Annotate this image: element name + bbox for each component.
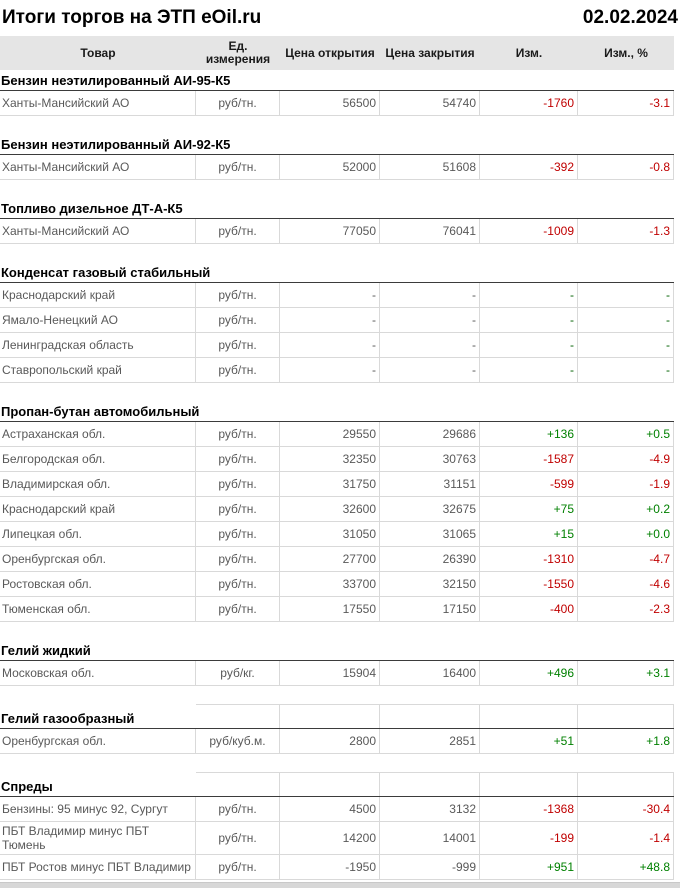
section-gap	[0, 244, 680, 262]
data-row	[0, 155, 674, 180]
change-cell: -392	[480, 155, 578, 179]
section-title: Гелий газообразный	[1, 711, 135, 726]
open-price-cell: 31750	[280, 472, 380, 496]
section-title-row	[0, 772, 674, 797]
change-pct-cell: -	[578, 283, 674, 307]
data-row	[0, 422, 674, 447]
region-cell: ПБТ Владимир минус ПБТ Тюмень	[0, 822, 196, 854]
data-row	[0, 597, 674, 622]
change-pct-cell: +1.8	[578, 729, 674, 753]
close-price-cell: 32150	[380, 572, 480, 596]
data-row	[0, 308, 674, 333]
close-price-cell: -999	[380, 855, 480, 879]
section-title-row	[0, 704, 674, 729]
unit-cell: руб/куб.м.	[196, 729, 280, 753]
region-cell: Астраханская обл.	[0, 422, 196, 446]
empty-cell	[196, 772, 280, 796]
change-pct-cell: -30.4	[578, 797, 674, 821]
close-price-cell: 14001	[380, 822, 480, 854]
open-price-cell: 32600	[280, 497, 380, 521]
unit-cell: руб/тн.	[196, 358, 280, 382]
report-header	[0, 0, 680, 34]
open-price-cell: 29550	[280, 422, 380, 446]
change-cell: +951	[480, 855, 578, 879]
open-price-cell: 32350	[280, 447, 380, 471]
open-price-cell: -	[280, 283, 380, 307]
empty-cell	[280, 772, 380, 796]
unit-cell: руб/тн.	[196, 572, 280, 596]
section-title: Топливо дизельное ДТ-А-К5	[1, 201, 183, 216]
empty-cell	[380, 704, 480, 728]
section-gap	[0, 383, 680, 401]
data-row	[0, 497, 674, 522]
close-price-cell: -	[380, 308, 480, 332]
change-cell: -1550	[480, 572, 578, 596]
page-title: Итоги торгов на ЭТП eOil.ru	[2, 7, 262, 28]
close-price-cell: 16400	[380, 661, 480, 685]
change-cell: -199	[480, 822, 578, 854]
open-price-cell: 14200	[280, 822, 380, 854]
close-price-cell: 3132	[380, 797, 480, 821]
section-title: Бензин неэтилированный АИ-92-К5	[1, 137, 231, 152]
open-price-cell: 31050	[280, 522, 380, 546]
section-gap	[0, 754, 680, 772]
open-price-cell: 52000	[280, 155, 380, 179]
unit-cell: руб/тн.	[196, 797, 280, 821]
empty-cell	[280, 704, 380, 728]
region-cell: Липецкая обл.	[0, 522, 196, 546]
data-row	[0, 472, 674, 497]
close-price-cell: 76041	[380, 219, 480, 243]
data-row	[0, 661, 674, 686]
close-price-cell: 32675	[380, 497, 480, 521]
change-pct-cell: +0.0	[578, 522, 674, 546]
open-price-cell: -	[280, 358, 380, 382]
unit-cell: руб/тн.	[196, 283, 280, 307]
open-price-cell: 17550	[280, 597, 380, 621]
section-title-row	[0, 401, 674, 422]
region-cell: Ханты-Мансийский АО	[0, 155, 196, 179]
close-price-cell: 2851	[380, 729, 480, 753]
change-pct-cell: -4.7	[578, 547, 674, 571]
section-gap	[0, 686, 680, 704]
close-price-cell: -	[380, 333, 480, 357]
change-pct-cell: -	[578, 358, 674, 382]
change-cell: -	[480, 333, 578, 357]
unit-cell: руб/тн.	[196, 597, 280, 621]
section-title-row	[0, 134, 674, 155]
region-cell: Владимирская обл.	[0, 472, 196, 496]
region-cell: Ямало-Ненецкий АО	[0, 308, 196, 332]
bottom-partial-row	[0, 882, 680, 888]
empty-cell	[480, 704, 578, 728]
change-pct-cell: -1.9	[578, 472, 674, 496]
region-cell: Оренбургская обл.	[0, 547, 196, 571]
column-header-0: Товар	[80, 45, 116, 60]
section-title: Спреды	[1, 779, 53, 794]
unit-cell: руб/кг.	[196, 661, 280, 685]
change-cell: -1310	[480, 547, 578, 571]
region-cell: Белгородская обл.	[0, 447, 196, 471]
close-price-cell: 30763	[380, 447, 480, 471]
section-title-row	[0, 262, 674, 283]
change-cell: +496	[480, 661, 578, 685]
open-price-cell: -	[280, 308, 380, 332]
region-cell: Краснодарский край	[0, 283, 196, 307]
change-pct-cell: -	[578, 333, 674, 357]
region-cell: Бензины: 95 минус 92, Сургут	[0, 797, 196, 821]
open-price-cell: 33700	[280, 572, 380, 596]
data-row	[0, 522, 674, 547]
unit-cell: руб/тн.	[196, 91, 280, 115]
change-cell: -1587	[480, 447, 578, 471]
open-price-cell: -	[280, 333, 380, 357]
change-cell: +136	[480, 422, 578, 446]
empty-cell	[578, 704, 674, 728]
close-price-cell: 17150	[380, 597, 480, 621]
change-cell: +51	[480, 729, 578, 753]
data-row	[0, 797, 674, 822]
empty-cell	[380, 772, 480, 796]
unit-cell: руб/тн.	[196, 522, 280, 546]
data-row	[0, 572, 674, 597]
unit-cell: руб/тн.	[196, 333, 280, 357]
data-row	[0, 447, 674, 472]
column-header-2: Цена открытия	[285, 45, 375, 60]
close-price-cell: 51608	[380, 155, 480, 179]
change-pct-cell: +3.1	[578, 661, 674, 685]
region-cell: Оренбургская обл.	[0, 729, 196, 753]
open-price-cell: 27700	[280, 547, 380, 571]
change-pct-cell: -1.4	[578, 822, 674, 854]
empty-cell	[578, 772, 674, 796]
section-gap	[0, 622, 680, 640]
close-price-cell: 31151	[380, 472, 480, 496]
unit-cell: руб/тн.	[196, 422, 280, 446]
change-pct-cell: -4.6	[578, 572, 674, 596]
close-price-cell: 31065	[380, 522, 480, 546]
close-price-cell: 54740	[380, 91, 480, 115]
change-cell: -400	[480, 597, 578, 621]
close-price-cell: -	[380, 358, 480, 382]
region-cell: Ростовская обл.	[0, 572, 196, 596]
section-gap	[0, 116, 680, 134]
column-header-5: Изм., %	[604, 45, 648, 60]
region-cell: Тюменская обл.	[0, 597, 196, 621]
unit-cell: руб/тн.	[196, 308, 280, 332]
open-price-cell: 15904	[280, 661, 380, 685]
change-pct-cell: +0.2	[578, 497, 674, 521]
region-cell: Ханты-Мансийский АО	[0, 219, 196, 243]
table-body	[0, 70, 680, 880]
change-cell: -599	[480, 472, 578, 496]
open-price-cell: 56500	[280, 91, 380, 115]
change-cell: -1368	[480, 797, 578, 821]
change-pct-cell: +0.5	[578, 422, 674, 446]
column-header-1: Ед. измерения	[205, 39, 271, 66]
data-row	[0, 283, 674, 308]
data-row	[0, 729, 674, 754]
unit-cell: руб/тн.	[196, 497, 280, 521]
change-cell: -	[480, 283, 578, 307]
region-cell: Ханты-Мансийский АО	[0, 91, 196, 115]
empty-cell	[196, 704, 280, 728]
change-pct-cell: +48.8	[578, 855, 674, 879]
unit-cell: руб/тн.	[196, 822, 280, 854]
region-cell: ПБТ Ростов минус ПБТ Владимир	[0, 855, 196, 879]
data-row	[0, 822, 674, 855]
data-row	[0, 547, 674, 572]
data-row	[0, 855, 674, 880]
open-price-cell: 2800	[280, 729, 380, 753]
change-pct-cell: -0.8	[578, 155, 674, 179]
unit-cell: руб/тн.	[196, 472, 280, 496]
data-row	[0, 219, 674, 244]
column-header-4: Изм.	[515, 45, 543, 60]
section-title: Пропан-бутан автомобильный	[1, 404, 200, 419]
section-gap	[0, 180, 680, 198]
table-header-row	[0, 36, 674, 70]
region-cell: Ставропольский край	[0, 358, 196, 382]
close-price-cell: -	[380, 283, 480, 307]
column-header-3: Цена закрытия	[385, 45, 475, 60]
change-cell: +15	[480, 522, 578, 546]
section-title-row	[0, 198, 674, 219]
close-price-cell: 26390	[380, 547, 480, 571]
section-title: Бензин неэтилированный АИ-95-К5	[1, 73, 231, 88]
change-pct-cell: -	[578, 308, 674, 332]
region-cell: Московская обл.	[0, 661, 196, 685]
open-price-cell: -1950	[280, 855, 380, 879]
change-pct-cell: -2.3	[578, 597, 674, 621]
unit-cell: руб/тн.	[196, 447, 280, 471]
open-price-cell: 77050	[280, 219, 380, 243]
data-row	[0, 91, 674, 116]
close-price-cell: 29686	[380, 422, 480, 446]
change-pct-cell: -3.1	[578, 91, 674, 115]
section-title: Гелий жидкий	[1, 643, 91, 658]
data-row	[0, 358, 674, 383]
region-cell: Краснодарский край	[0, 497, 196, 521]
change-cell: -1009	[480, 219, 578, 243]
change-cell: +75	[480, 497, 578, 521]
section-title: Конденсат газовый стабильный	[1, 265, 211, 280]
change-cell: -	[480, 308, 578, 332]
empty-cell	[480, 772, 578, 796]
unit-cell: руб/тн.	[196, 547, 280, 571]
change-cell: -	[480, 358, 578, 382]
region-cell: Ленинградская область	[0, 333, 196, 357]
change-pct-cell: -1.3	[578, 219, 674, 243]
change-pct-cell: -4.9	[578, 447, 674, 471]
report-date: 02.02.2024	[582, 7, 678, 28]
unit-cell: руб/тн.	[196, 855, 280, 879]
section-title-row	[0, 640, 674, 661]
section-title-row	[0, 70, 674, 91]
open-price-cell: 4500	[280, 797, 380, 821]
data-row	[0, 333, 674, 358]
change-cell: -1760	[480, 91, 578, 115]
unit-cell: руб/тн.	[196, 219, 280, 243]
unit-cell: руб/тн.	[196, 155, 280, 179]
